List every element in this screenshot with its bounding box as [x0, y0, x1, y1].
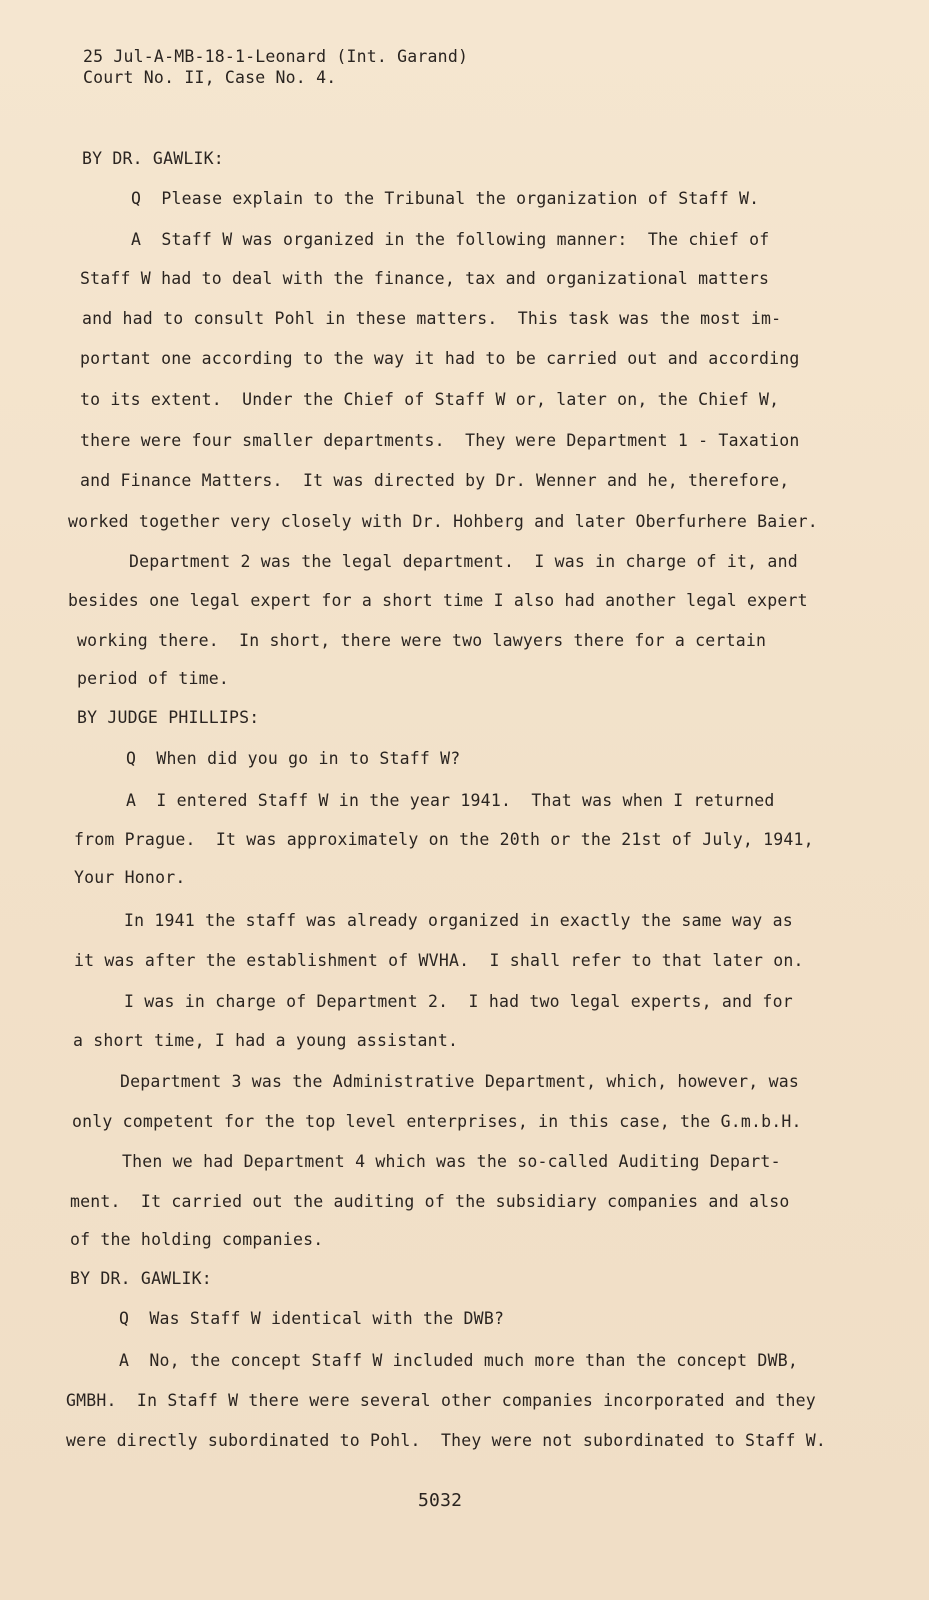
text-line: from Prague. It was approximately on the 20th or the 21st of July, 1941, — [74, 830, 814, 849]
text-line: Department 3 was the Administrative Department, which, however, was — [120, 1072, 799, 1091]
text-line: period of time. — [77, 669, 230, 688]
text-line: In 1941 the staff was already organized in exactly the same way as — [124, 911, 793, 930]
text-line: working there. In short, there were two lawyers there for a certain — [77, 631, 767, 650]
text-line: Q When did you go in to Staff W? — [126, 749, 461, 768]
text-line: Staff W had to deal with the finance, tax and organizational matters — [80, 269, 770, 288]
text-line: A I entered Staff W in the year 1941. That was when I returned — [126, 791, 775, 810]
speaker-heading: BY DR. GAWLIK: — [82, 149, 224, 168]
text-line: GMBH. In Staff W there were several other companies incorporated and they — [66, 1391, 816, 1410]
text-line: Q Was Staff W identical with the DWB? — [119, 1309, 505, 1328]
text-line: A No, the concept Staff W included much more than the concept DWB, — [119, 1351, 798, 1370]
text-line: A Staff W was organized in the following manner: The chief of — [131, 230, 770, 249]
speaker-heading: BY JUDGE PHILLIPS: — [77, 708, 260, 727]
text-line: and had to consult Pohl in these matters. This task was the most im- — [82, 309, 782, 328]
text-line: I was in charge of Department 2. I had two legal experts, and for — [124, 992, 793, 1011]
header-line-1: 25 Jul-A-MB-18-1-Leonard (Int. Garand) — [83, 47, 469, 66]
text-line: it was after the establishment of WVHA. I shall refer to that later on. — [74, 951, 804, 970]
page-number: 5032 — [418, 1490, 463, 1511]
text-line: to its extent. Under the Chief of Staff W or, later on, the Chief W, — [80, 390, 780, 409]
speaker-heading: BY DR. GAWLIK: — [70, 1269, 212, 1288]
text-line: portant one according to the way it had to be carried out and according — [80, 349, 800, 368]
header-line-2: Court No. II, Case No. 4. — [83, 68, 337, 87]
text-line: worked together very closely with Dr. Hohberg and later Oberfurhere Baier. — [68, 512, 818, 531]
text-line: and Finance Matters. It was directed by Dr. Wenner and he, therefore, — [80, 471, 790, 490]
text-line: Department 2 was the legal department. I was in charge of it, and — [129, 552, 798, 571]
text-line: Q Please explain to the Tribunal the organization of Staff W. — [131, 189, 760, 208]
text-line: Then we had Department 4 which was the so-called Auditing Depart- — [122, 1152, 781, 1171]
text-line: there were four smaller departments. They were Department 1 - Taxation — [80, 431, 800, 450]
text-line: were directly subordinated to Pohl. They were not subordinated to Staff W. — [66, 1431, 827, 1450]
text-line: only competent for the top level enterprises, in this case, the G.m.b.H. — [72, 1112, 802, 1131]
text-line: a short time, I had a young assistant. — [73, 1031, 459, 1050]
text-line: ment. It carried out the auditing of the subsidiary companies and also — [70, 1192, 790, 1211]
text-line: of the holding companies. — [70, 1230, 324, 1249]
text-line: besides one legal expert for a short time I also had another legal expert — [68, 591, 808, 610]
text-line: Your Honor. — [74, 868, 186, 887]
